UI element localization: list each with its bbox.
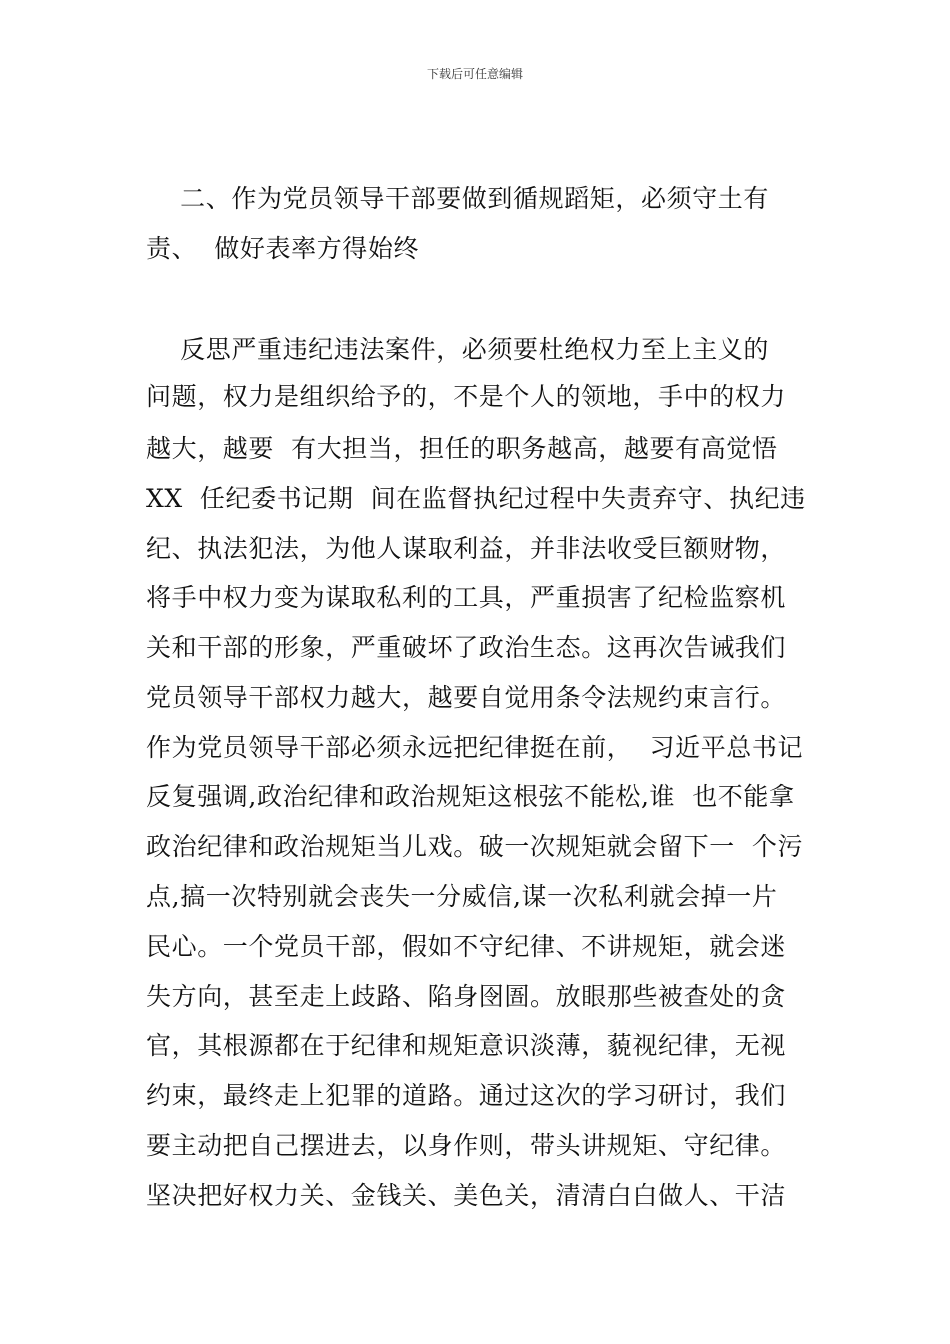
paragraph-line: 纪、执法犯法，为他人谋取利益，并非法收受巨额财物， bbox=[146, 534, 787, 563]
paragraph-line: 党员领导干部权力越大，越要自觉用条令法规约束言行。 bbox=[146, 683, 787, 712]
page-header: 下载后可任意编辑 bbox=[426, 67, 523, 81]
paragraph-line: 政治纪律和政治规矩当儿戏。破一次规矩就会留下一 个污 bbox=[146, 832, 804, 861]
section-heading-line-1: 二、作为党员领导干部要做到循规蹈矩，必须守土有 bbox=[146, 184, 769, 213]
paragraph-line: XX 任纪委书记期 间在监督执纪过程中失责弃守、执纪违 bbox=[146, 484, 806, 513]
paragraph-line: 问题，权力是组织给予的，不是个人的领地，手中的权力 bbox=[146, 382, 787, 411]
paragraph-line: 官，其根源都在于纪律和规矩意识淡薄，藐视纪律，无视 bbox=[146, 1031, 787, 1060]
paragraph-line: 反复强调,政治纪律和政治规矩这根弦不能松,谁 也不能拿 bbox=[146, 782, 795, 811]
paragraph-line: 坚决把好权力关、金钱关、美色关，清清白白做人、干洁 bbox=[146, 1181, 787, 1210]
paragraph-line: 反思严重违纪违法案件，必须要杜绝权力至上主义的 bbox=[146, 335, 769, 364]
section-heading-line-2: 责、 做好表率方得始终 bbox=[146, 234, 420, 263]
paragraph-line: 作为党员领导干部必须永远把纪律挺在前， 习近平总书记 bbox=[146, 733, 804, 762]
paragraph-line: 要主动把自己摆进去，以身作则，带头讲规矩、守纪律。 bbox=[146, 1131, 787, 1160]
paragraph-line: 失方向，甚至走上歧路、陷身囹圄。放眼那些被查处的贪 bbox=[146, 982, 787, 1011]
paragraph-line: 越大，越要 有大担当，担任的职务越高，越要有高觉悟 bbox=[146, 434, 778, 463]
paragraph-line: 点,搞一次特别就会丧失一分威信,谋一次私利就会掉一片 bbox=[146, 882, 778, 911]
paragraph-line: 约束，最终走上犯罪的道路。通过这次的学习研讨，我们 bbox=[146, 1081, 787, 1110]
paragraph-line: 将手中权力变为谋取私利的工具，严重损害了纪检监察机 bbox=[146, 583, 787, 612]
paragraph-line: 关和干部的形象，严重破坏了政治生态。这再次告诫我们 bbox=[146, 633, 787, 662]
paragraph-line: 民心。一个党员干部，假如不守纪律、不讲规矩，就会迷 bbox=[146, 932, 787, 961]
